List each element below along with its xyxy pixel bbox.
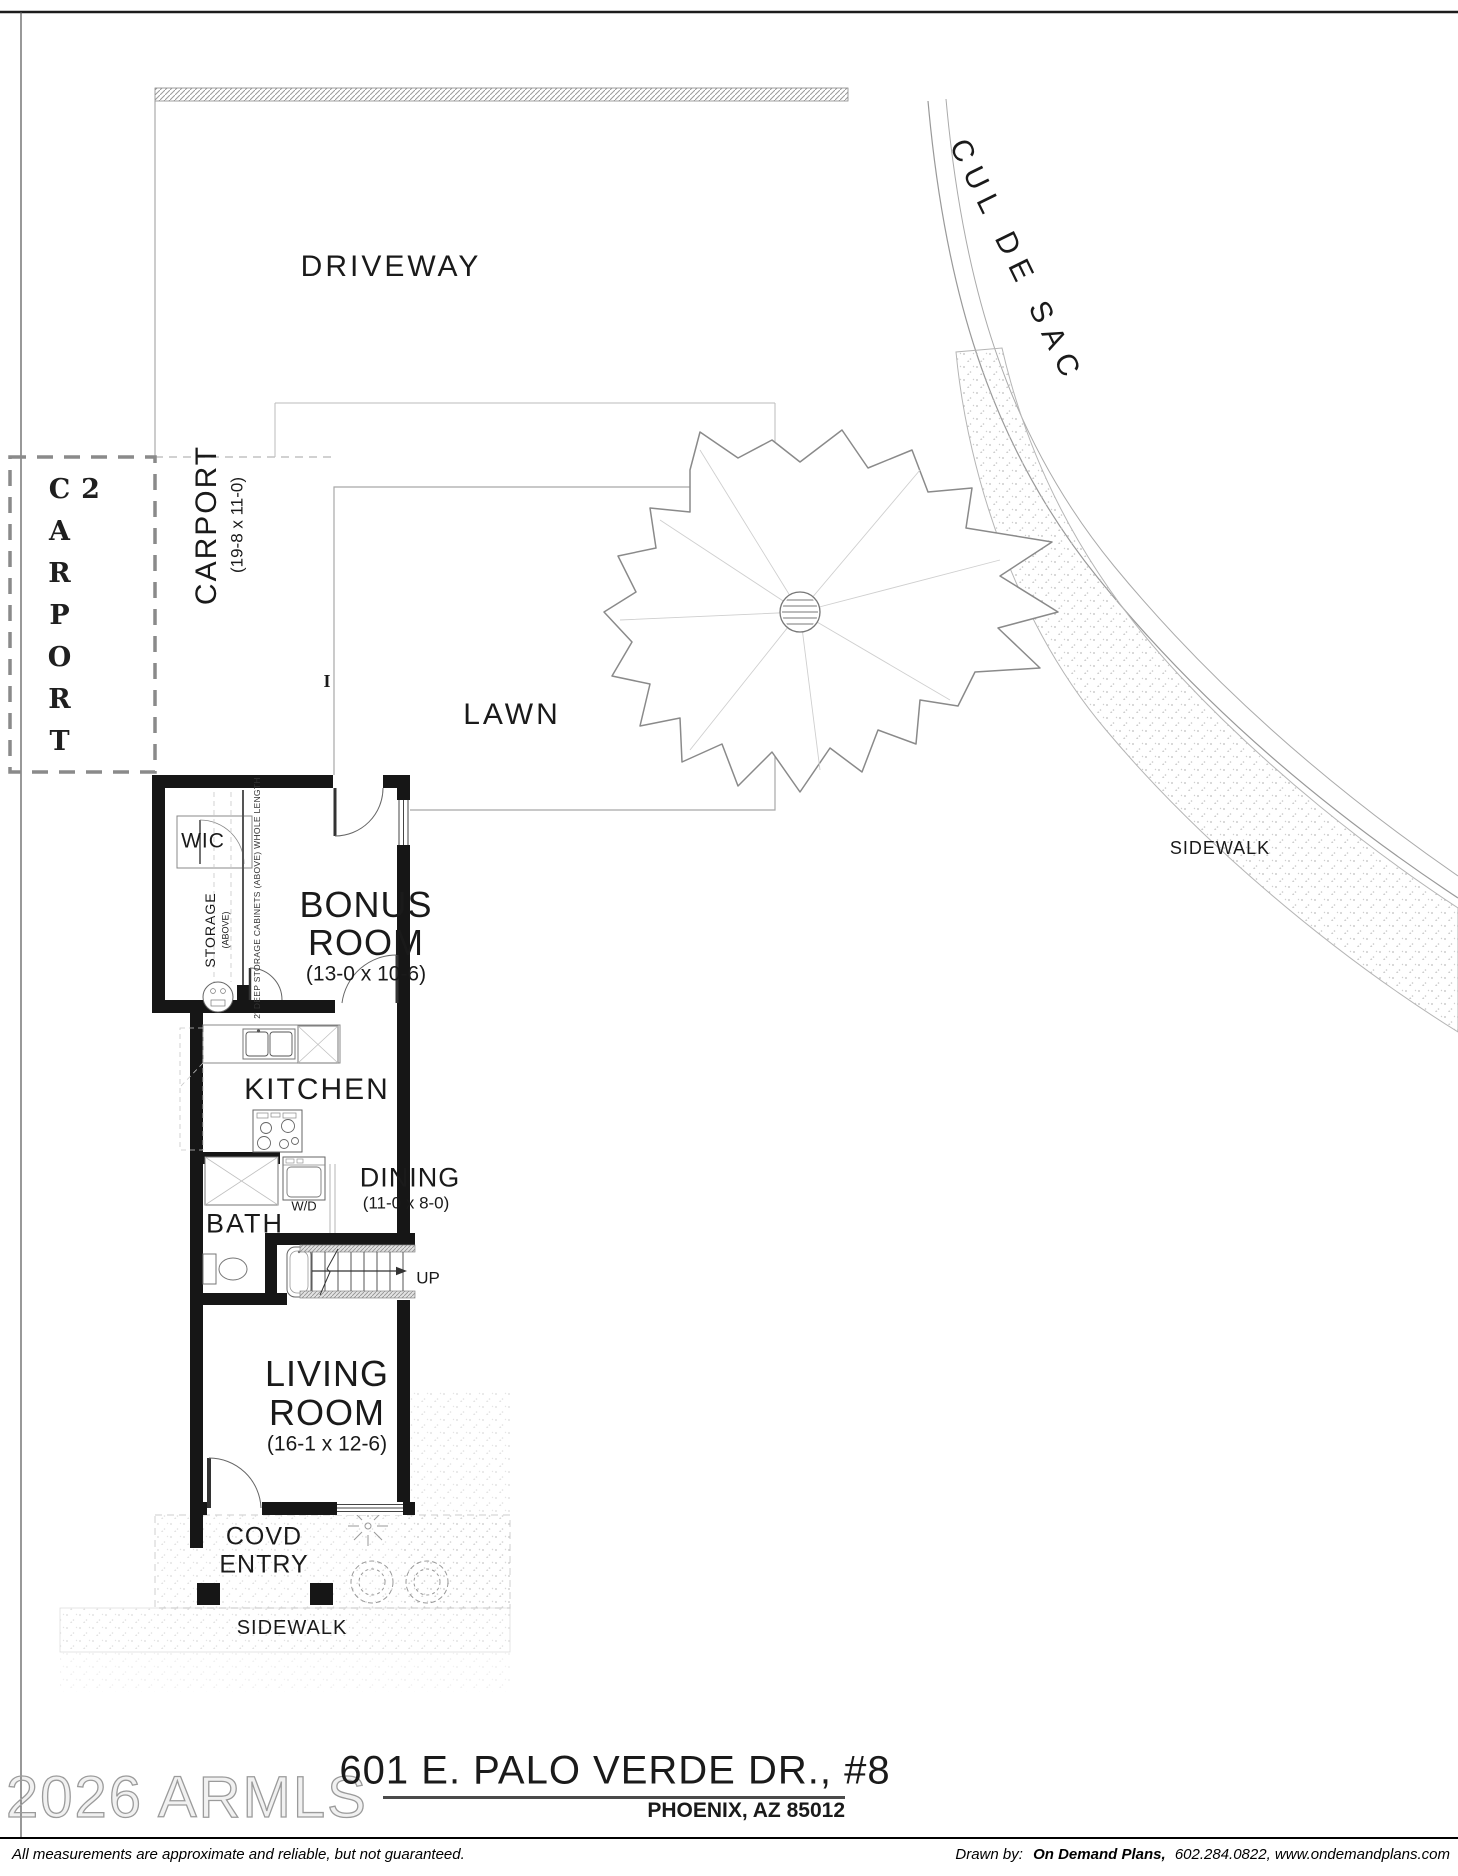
carport-dim-label: (19-8 x 11-0) [227, 476, 247, 574]
drafting-contact: 602.284.0822, www.ondemandplans.com [1174, 1846, 1450, 1863]
dining-label: DINING [359, 1162, 461, 1193]
footer-divider [0, 1837, 1458, 1839]
storage-label: STORAGE [202, 892, 218, 968]
carport2-label: CARPORT 2 [44, 474, 106, 768]
sidewalk-upper-label: SIDEWALK [1169, 838, 1271, 858]
cul-de-sac-label: CUL DE SAC [942, 133, 1091, 390]
storage-above-label: (ABOVE) [220, 911, 231, 949]
kitchen-label: KITCHEN [244, 1073, 390, 1106]
bath-label: BATH [205, 1208, 285, 1239]
bathtub [287, 1247, 311, 1297]
wd-label: W/D [291, 1198, 317, 1214]
wic-label: WIC [181, 829, 225, 853]
drafting-company: On Demand Plans, [1033, 1846, 1166, 1863]
toilet [203, 1254, 247, 1284]
sidewalk-lower-label: SIDEWALK [236, 1617, 348, 1639]
porch-post [310, 1583, 333, 1605]
water-heater [203, 982, 233, 1012]
stove [253, 1110, 302, 1152]
kitchen-sink [243, 1029, 295, 1059]
porch-post [197, 1583, 220, 1605]
cabinet-note-label: 2' DEEP STORAGE CABINETS (ABOVE) WHOLE LENGTH [251, 777, 262, 1019]
bonus-room-label-2: ROOM [308, 922, 424, 963]
living-room-label-1: LIVING [264, 1353, 390, 1394]
dining-dim: (11-0 x 8-0) [362, 1193, 450, 1213]
covd-entry-label-2: ENTRY [219, 1550, 309, 1579]
drawn-by-label: Drawn by: [955, 1846, 1023, 1863]
up-label: UP [416, 1268, 440, 1288]
footer-credit [955, 1846, 1450, 1863]
bonus-room-dim: (13-0 x 10-6) [305, 962, 427, 986]
carport-label: CARPORT [190, 444, 223, 606]
lawn-label: LAWN [463, 698, 561, 731]
driveway-label: DRIVEWAY [300, 250, 482, 283]
sidewalk-curve-band [956, 348, 1458, 1032]
driveway-area [155, 88, 848, 487]
bonus-room-label-1: BONUS [299, 884, 433, 925]
footer-disclaimer: All measurements are approximate and reliable, but not guaranteed. [12, 1846, 465, 1863]
living-room-dim: (16-1 x 12-6) [266, 1432, 388, 1456]
covd-entry-label-1: COVD [225, 1522, 303, 1551]
armls-watermark: 2026 ARMLS [6, 1765, 368, 1830]
living-room-label-2: ROOM [269, 1392, 385, 1433]
property-city: PHOENIX, AZ 85012 [647, 1799, 845, 1822]
carport-column-post: I [323, 671, 331, 691]
property-address: 601 E. PALO VERDE DR., #8 [339, 1748, 891, 1793]
washer-dryer [283, 1157, 325, 1200]
